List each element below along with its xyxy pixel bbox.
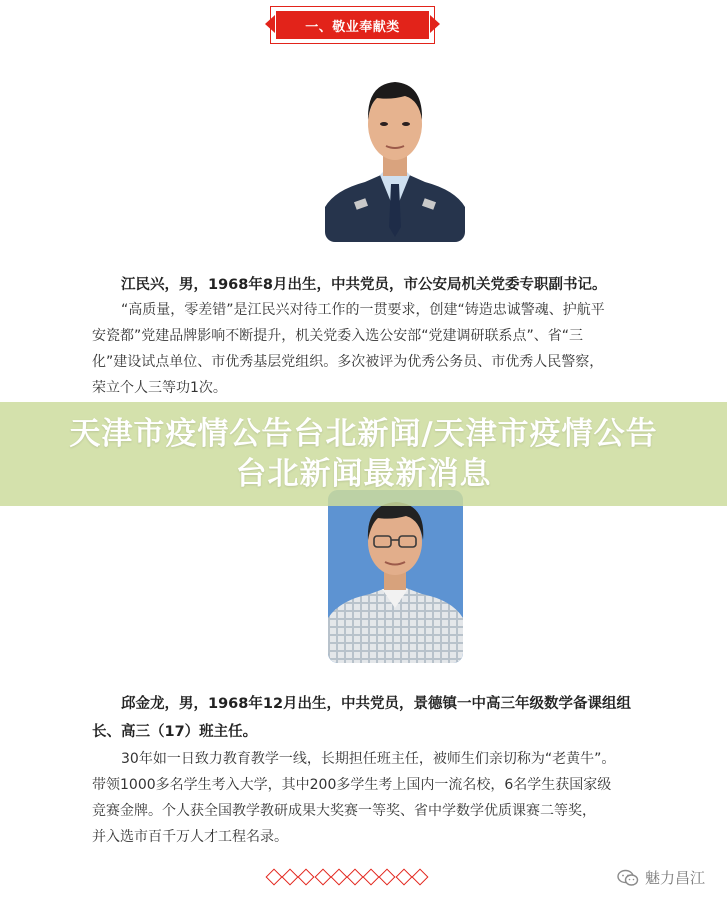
diamond-icon (282, 869, 299, 886)
diamond-icon (395, 869, 412, 886)
diamond-icon (330, 869, 347, 886)
overlay-title-line-1: 天津市疫情公告台北新闻/天津市疫情公告 (69, 416, 658, 452)
bio2-line: 竞赛金牌。个人获全国教学教研成果大奖赛一等奖、省中学数学优质课赛二等奖， (92, 803, 596, 819)
bio-text-2 (92, 746, 702, 850)
overlay-title-band (0, 402, 727, 506)
overlay-title-line-2: 台北新闻最新消息 (235, 456, 492, 492)
diamond-icon (298, 869, 315, 886)
bio2-heading-line-1: 邱金龙，男，1968年12月出生，中共党员，景德镇一中高三年级数学备课组组 (121, 696, 632, 712)
diamond-icon (314, 869, 331, 886)
bio1-line: 荣立个人三等功1次。 (92, 380, 227, 396)
bio-heading-1: 江民兴，男，1968年8月出生，中共党员，市公安局机关党委专职副书记。 (121, 277, 607, 293)
source-watermark (617, 867, 705, 888)
bio2-line: 并入选市百千万人才工程名录。 (92, 829, 288, 845)
diamond-icon (379, 869, 396, 886)
portrait-photo-2 (328, 490, 463, 663)
diamond-icon (411, 869, 428, 886)
diamond-icon (347, 869, 364, 886)
bio1-line: 化”建设试点单位、市优秀基层党组织。多次被评为优秀公务员、市优秀人民警察， (92, 354, 604, 370)
bio2-heading-line-2: 长、高三（17）班主任。 (92, 724, 258, 740)
watermark-text: 魅力昌江 (644, 869, 705, 887)
section-title: 一、敬业奉献类 (276, 11, 429, 39)
diamond-icon (363, 869, 380, 886)
diamond-divider (266, 869, 428, 889)
bio-text-1 (92, 297, 702, 401)
bio-heading-2 (92, 690, 711, 746)
diamond-icon (266, 869, 283, 886)
portrait-photo-1 (325, 62, 465, 242)
section-banner (270, 6, 435, 44)
bio1-line: 安瓷都”党建品牌影响不断提升，机关党委入选公安部“党建调研联系点”、省“三 (92, 328, 584, 344)
bio1-line: “高质量，零差错”是江民兴对待工作的一贯要求，创建“铸造忠诚警魂、护航平 (121, 302, 605, 318)
bio2-line: 30年如一日致力教育教学一线，长期担任班主任，被师生们亲切称为“老黄牛”。 (121, 751, 616, 767)
bio2-line: 带领1000多名学生考入大学，其中200多学生考上国内一流名校，6名学生获国家级 (92, 777, 612, 793)
wechat-icon (617, 869, 639, 887)
